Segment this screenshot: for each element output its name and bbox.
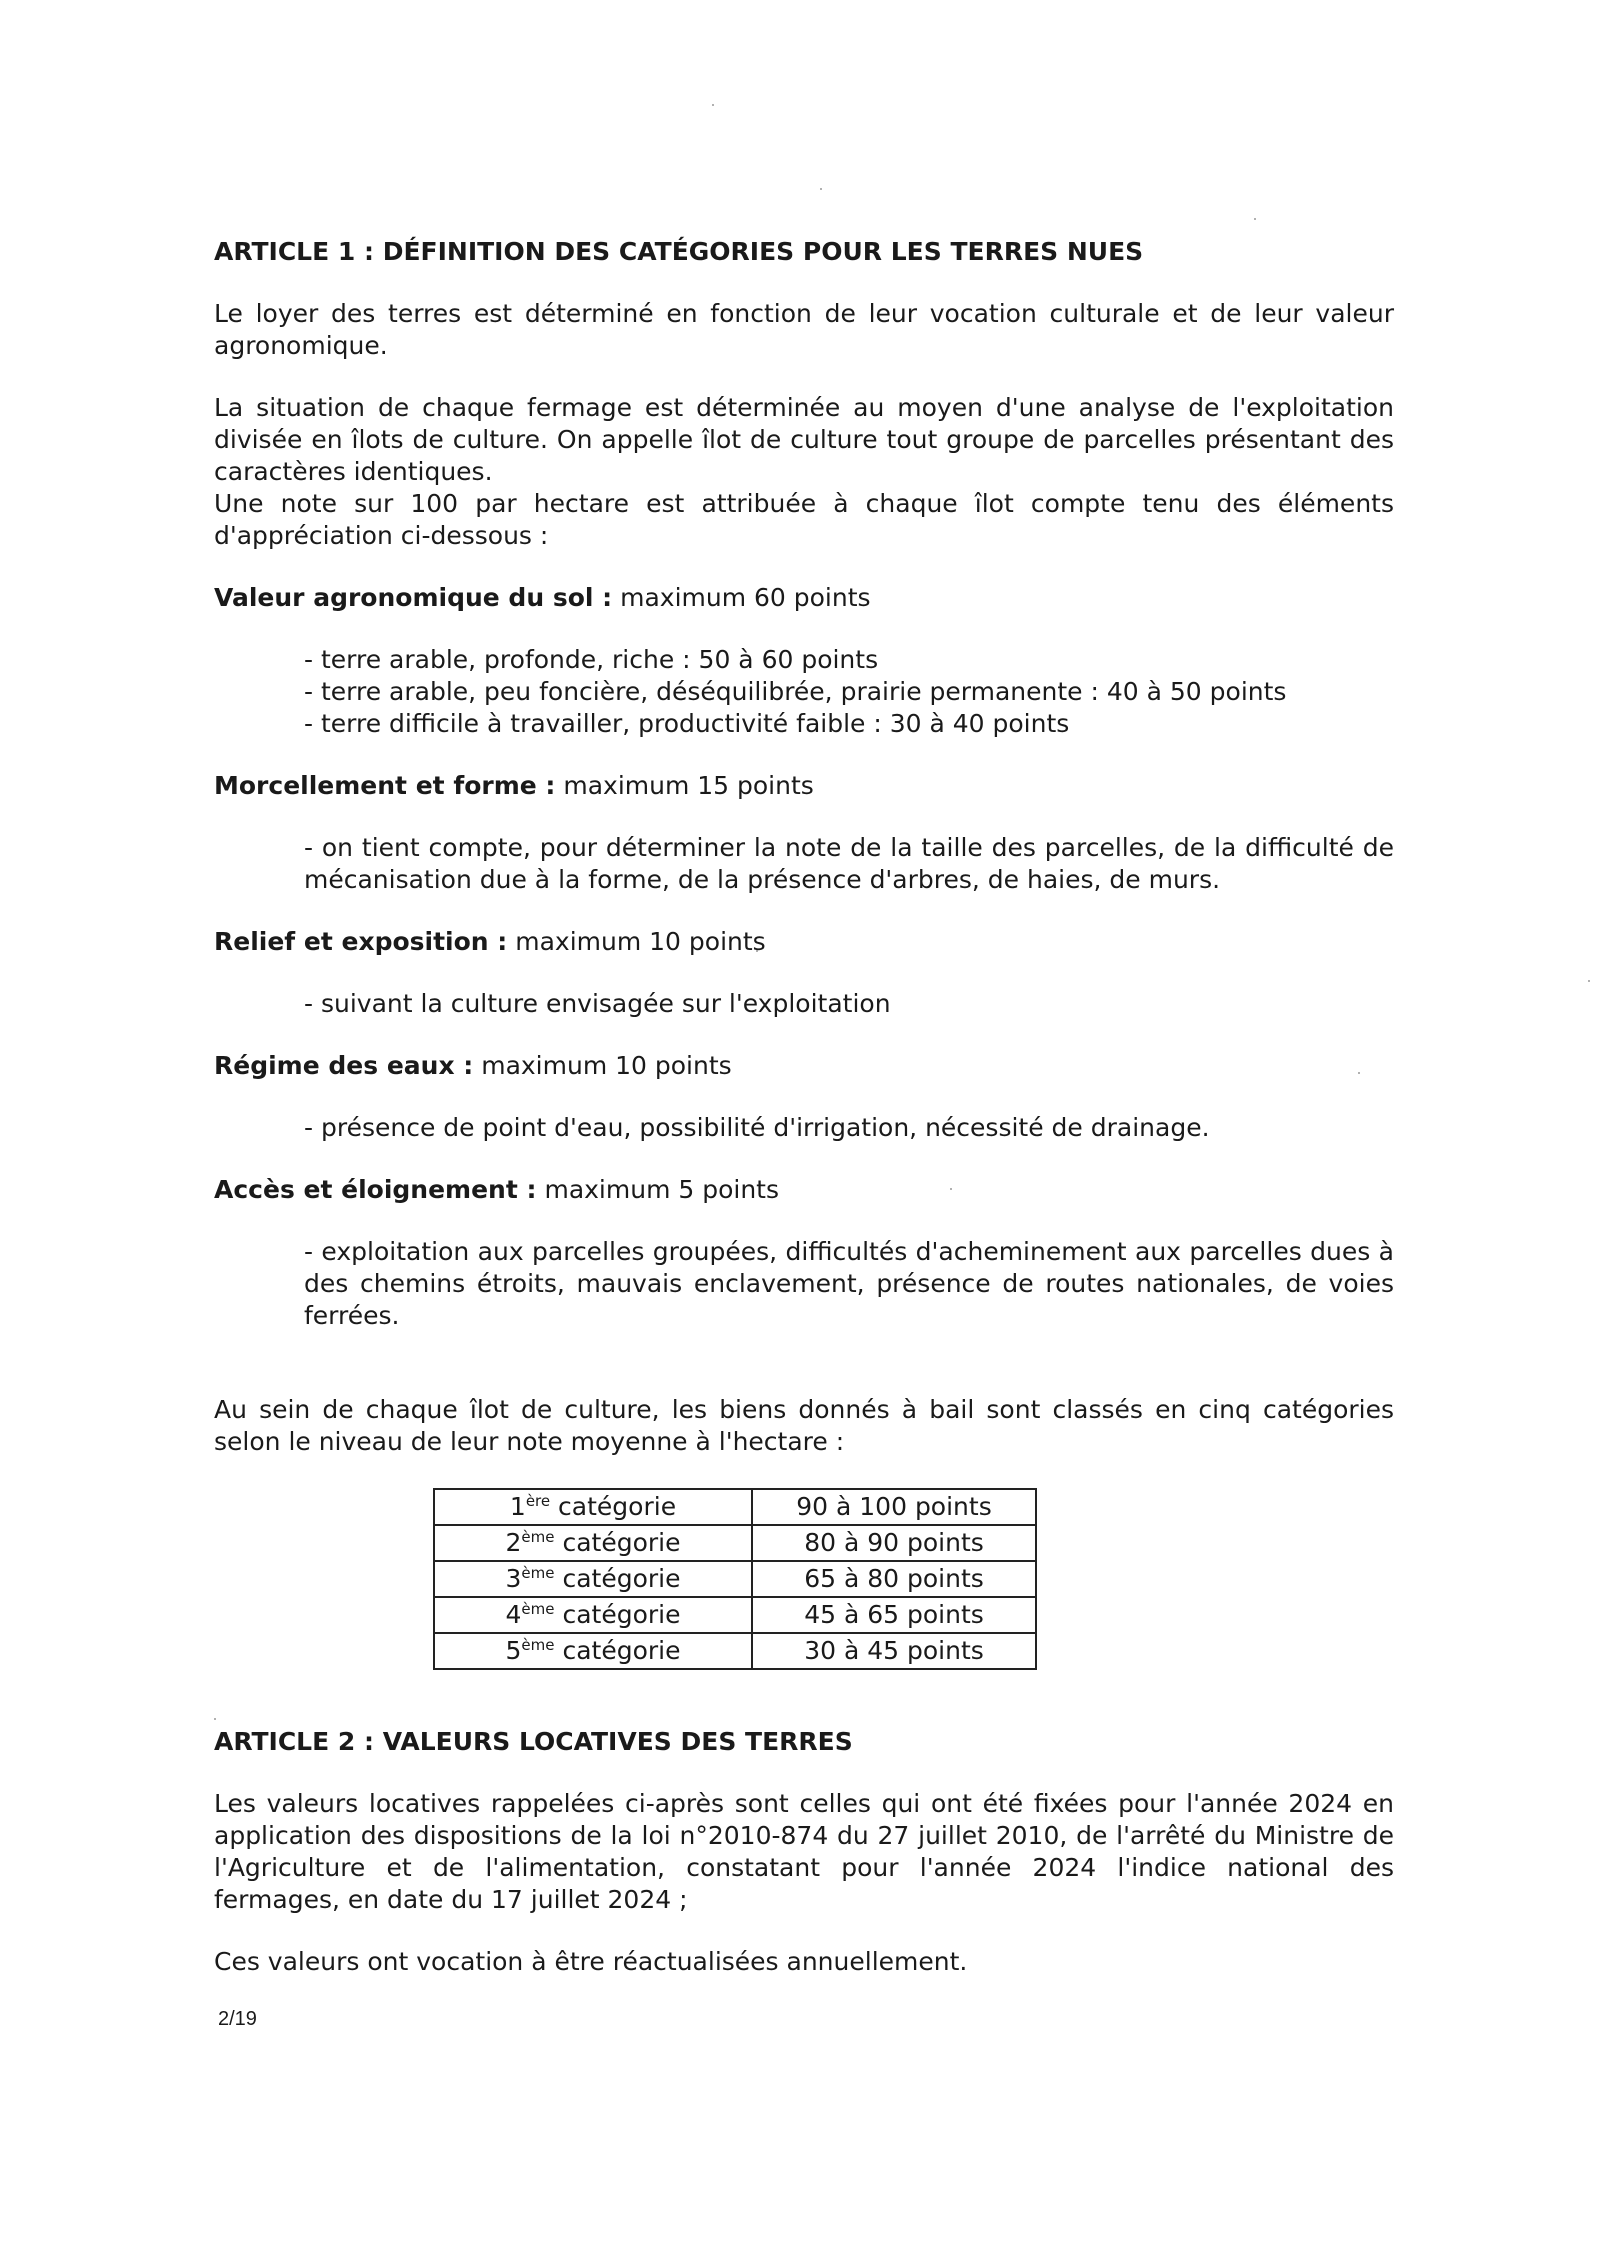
criterion-heading bbox=[214, 1050, 1394, 1082]
category-ordinal: ème bbox=[521, 1636, 555, 1654]
criterion-heading bbox=[214, 1174, 1394, 1206]
category-word: catégorie bbox=[550, 1492, 677, 1521]
article1-paragraph: Au sein de chaque îlot de culture, les biens donnés à bail sont classés en cinq catégories selon le niveau de leur note moyenne à l'hectare : bbox=[214, 1395, 1394, 1456]
criterion-heading bbox=[214, 926, 1394, 958]
criterion-item: - terre difficile à travailler, productivité faible : 30 à 40 points bbox=[304, 709, 1070, 738]
article2-paragraph: Les valeurs locatives rappelées ci-après sont celles qui ont été fixées pour l'année 2024 en application des dispositions de la loi n°2010-874 du 27 juillet 2010, de l'arrêté du Ministre de l'Agriculture et de l'alimentation, constatant pour l'année 2024 l'indice national des fermages, en date du 17 juillet 2024 ; bbox=[214, 1789, 1394, 1914]
category-cell bbox=[434, 1633, 752, 1669]
points-cell: 90 à 100 points bbox=[752, 1489, 1036, 1525]
scan-speck bbox=[1254, 218, 1256, 220]
article1-paragraph: Une note sur 100 par hectare est attribuée à chaque îlot compte tenu des éléments d'appréciation ci-dessous : bbox=[214, 489, 1394, 550]
criterion-item: - terre arable, peu foncière, déséquilibrée, prairie permanente : 40 à 50 points bbox=[304, 677, 1287, 706]
criterion-heading bbox=[214, 770, 1394, 802]
criterion-item: - terre arable, profonde, riche : 50 à 60 points bbox=[304, 645, 879, 674]
article1-paragraph: La situation de chaque fermage est déterminée au moyen d'une analyse de l'exploitation divisée en îlots de culture. On appelle îlot de culture tout groupe de parcelles présentant des caractères identiques. bbox=[214, 393, 1394, 486]
category-word: catégorie bbox=[554, 1600, 681, 1629]
criterion-label: Valeur agronomique du sol : bbox=[214, 583, 613, 612]
criterion-item: - suivant la culture envisagée sur l'exploitation bbox=[304, 989, 891, 1018]
category-ordinal: ère bbox=[525, 1492, 551, 1510]
criterion-label: Régime des eaux : bbox=[214, 1051, 474, 1080]
criterion-value: maximum 10 points bbox=[507, 927, 766, 956]
table-row bbox=[434, 1633, 1036, 1669]
scan-speck bbox=[1588, 980, 1590, 982]
article2-paragraph: Ces valeurs ont vocation à être réactualisées annuellement. bbox=[214, 1947, 968, 1976]
scan-speck bbox=[820, 188, 822, 190]
table-row bbox=[434, 1597, 1036, 1633]
article1-heading: ARTICLE 1 : DÉFINITION DES CATÉGORIES POUR LES TERRES NUES bbox=[214, 237, 1144, 266]
criterion-items bbox=[214, 1112, 1394, 1144]
document-body bbox=[214, 236, 1394, 1978]
criterion-value: maximum 5 points bbox=[536, 1175, 780, 1204]
criterion-items bbox=[214, 988, 1394, 1020]
scan-speck bbox=[712, 104, 714, 106]
category-ordinal: ème bbox=[521, 1564, 555, 1582]
criterion-items bbox=[214, 1236, 1394, 1332]
category-word: catégorie bbox=[554, 1528, 681, 1557]
criterion-value: maximum 60 points bbox=[612, 583, 871, 612]
category-table bbox=[433, 1488, 1037, 1670]
points-cell: 80 à 90 points bbox=[752, 1525, 1036, 1561]
criterion-items bbox=[214, 644, 1394, 740]
table-row bbox=[434, 1561, 1036, 1597]
criterion-item: - présence de point d'eau, possibilité d'irrigation, nécessité de drainage. bbox=[304, 1113, 1210, 1142]
category-ordinal: ème bbox=[521, 1528, 555, 1546]
criterion-items bbox=[214, 832, 1394, 896]
category-number: 5 bbox=[505, 1636, 522, 1665]
category-cell bbox=[434, 1525, 752, 1561]
category-cell bbox=[434, 1597, 752, 1633]
points-cell: 45 à 65 points bbox=[752, 1597, 1036, 1633]
criterion-heading bbox=[214, 582, 1394, 614]
category-number: 4 bbox=[505, 1600, 522, 1629]
category-word: catégorie bbox=[554, 1564, 681, 1593]
page-number: 2/19 bbox=[218, 2008, 257, 2030]
category-word: catégorie bbox=[554, 1636, 681, 1665]
table-row bbox=[434, 1525, 1036, 1561]
article2-heading: ARTICLE 2 : VALEURS LOCATIVES DES TERRES bbox=[214, 1727, 853, 1756]
criterion-value: maximum 10 points bbox=[473, 1051, 732, 1080]
criterion-label: Relief et exposition : bbox=[214, 927, 508, 956]
criterion-value: maximum 15 points bbox=[555, 771, 814, 800]
category-number: 2 bbox=[505, 1528, 522, 1557]
category-cell bbox=[434, 1489, 752, 1525]
category-cell bbox=[434, 1561, 752, 1597]
category-number: 3 bbox=[505, 1564, 522, 1593]
criterion-label: Accès et éloignement : bbox=[214, 1175, 537, 1204]
points-cell: 30 à 45 points bbox=[752, 1633, 1036, 1669]
points-cell: 65 à 80 points bbox=[752, 1561, 1036, 1597]
table-row bbox=[434, 1489, 1036, 1525]
criterion-item: - on tient compte, pour déterminer la note de la taille des parcelles, de la difficulté de mécanisation due à la forme, de la présence d'arbres, de haies, de murs. bbox=[304, 833, 1394, 894]
category-number: 1 bbox=[509, 1492, 526, 1521]
category-ordinal: ème bbox=[521, 1600, 555, 1618]
criterion-item: - exploitation aux parcelles groupées, difficultés d'acheminement aux parcelles dues à des chemins étroits, mauvais enclavement, présence de routes nationales, de voies ferrées. bbox=[304, 1237, 1394, 1330]
criterion-label: Morcellement et forme : bbox=[214, 771, 556, 800]
article1-paragraph: Le loyer des terres est déterminé en fonction de leur vocation culturale et de leur valeur agronomique. bbox=[214, 299, 1394, 360]
